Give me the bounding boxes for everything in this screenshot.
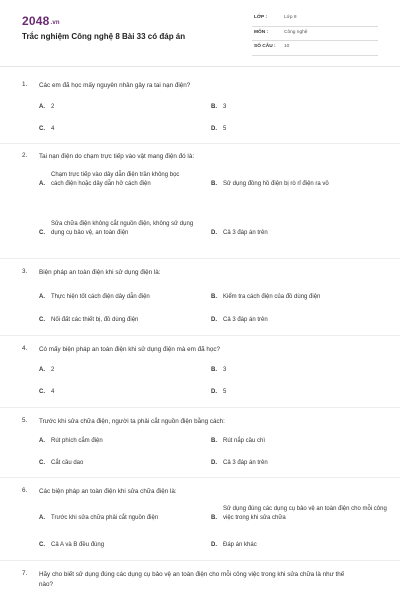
quiz-meta: [252, 13, 378, 57]
option-text: Cả 3 đáp án trên: [223, 317, 268, 323]
option-text: 3: [223, 367, 227, 373]
option-letter: B.: [211, 181, 217, 187]
meta-value: Công nghệ: [284, 29, 308, 35]
option-text: Thực hiện tốt cách điện dây dẫn điện: [51, 294, 150, 300]
meta-value: 10: [284, 44, 290, 49]
question-divider: [0, 258, 400, 259]
option-text: Đáp án khác: [223, 542, 257, 548]
question-number: 2.: [22, 152, 28, 159]
option-letter: D.: [211, 126, 217, 132]
option-text: Cả A và B đều đúng: [51, 542, 105, 548]
option-letter: A.: [39, 515, 45, 521]
option-text: Cả 3 đáp án trên: [223, 230, 268, 236]
question-text: Tai nạn điện do chạm trực tiếp vào vật mang điện đó là:: [39, 153, 195, 160]
meta-row-count: [252, 42, 378, 56]
question-text: Có mấy biện pháp an toàn điện khi sử dụng điện mà em đã học?: [39, 346, 220, 353]
option-letter: A.: [39, 367, 45, 373]
option-letter: C.: [39, 230, 45, 236]
option-text: Nối đất các thiết bị, đồ dùng điện: [51, 317, 139, 323]
option-text: 5: [223, 389, 227, 395]
option-letter: A.: [39, 104, 45, 110]
option-letter: B.: [211, 104, 217, 110]
option-text: Sử dụng đồng hồ điện bị rò rỉ điện ra vỏ: [223, 181, 329, 187]
site-logo[interactable]: [22, 14, 60, 28]
option-text: Sửa chữa điện không cắt nguồn điện, không sử dụng dụng cụ bảo vệ, an toàn điện: [51, 221, 194, 236]
option-letter: D.: [211, 460, 217, 466]
option-letter: B.: [211, 367, 217, 373]
question-text: Biện pháp an toàn điện khi sử dụng điện là:: [39, 269, 161, 276]
option-letter: B.: [211, 294, 217, 300]
meta-key: SỐ CÂU :: [254, 44, 276, 49]
option-text: Trước khi sửa chữa phải cắt nguồn điện: [51, 515, 159, 521]
meta-row-class: [252, 13, 378, 27]
option-letter: A.: [39, 181, 45, 187]
page-title: Trắc nghiệm Công nghệ 8 Bài 33 có đáp án: [22, 32, 186, 41]
option-text: 5: [223, 126, 227, 132]
logo-suffix: .vn: [50, 20, 60, 26]
option-text: 2: [51, 104, 55, 110]
option-letter: D.: [211, 230, 217, 236]
option-letter: D.: [211, 542, 217, 548]
header-divider: [0, 66, 400, 67]
question-text: Các biện pháp an toàn điện khi sửa chữa điện là:: [39, 488, 177, 495]
question-text: Hãy cho biết sử dụng đúng các dụng cụ bảo vệ an toàn điện cho mỗi công việc trong khi sửa chữa là như thế nào?: [39, 571, 345, 588]
option-text: Cắt cầu dao: [51, 460, 84, 466]
option-text: Kiểm tra cách điện của đồ dùng điện: [223, 294, 321, 300]
option-text: Cả 3 đáp án trên: [223, 460, 268, 466]
meta-row-subject: [252, 28, 378, 42]
question-number: 4.: [22, 345, 28, 352]
option-text: Rút phích cắm điện: [51, 438, 103, 444]
option-text: 3: [223, 104, 227, 110]
question-divider: [0, 335, 400, 336]
option-letter: C.: [39, 542, 45, 548]
option-letter: C.: [39, 460, 45, 466]
logo-main: 2048: [22, 14, 50, 28]
question-divider: [0, 407, 400, 408]
option-letter: C.: [39, 389, 45, 395]
option-letter: C.: [39, 317, 45, 323]
meta-key: MÔN :: [254, 29, 269, 35]
option-letter: A.: [39, 294, 45, 300]
question-number: 6.: [22, 487, 28, 494]
meta-key: LỚP :: [254, 15, 268, 20]
question-number: 1.: [22, 81, 28, 88]
option-text: Rút nắp cầu chì: [223, 438, 266, 444]
question-divider: [0, 560, 400, 561]
option-text: 4: [51, 126, 55, 132]
question-divider: [0, 477, 400, 478]
option-text: Sử dụng đúng các dụng cụ bảo vệ an toàn điện cho mỗi công việc trong khi sửa chữa: [223, 506, 387, 521]
question-number: 3.: [22, 268, 28, 275]
question-text: Trước khi sửa chữa điện, người ta phải cắt nguồn điện bằng cách:: [39, 418, 225, 425]
question-text: Các em đã học mấy nguyên nhân gây ra tai nạn điện?: [39, 82, 191, 89]
option-text: 2: [51, 367, 55, 373]
option-text: Chạm trực tiếp vào dây dẫn điện trần không bọc cách điện hoặc dây dẫn hở cách điện: [51, 172, 180, 187]
option-letter: D.: [211, 317, 217, 323]
question-number: 7.: [22, 570, 28, 577]
option-letter: D.: [211, 389, 217, 395]
option-letter: B.: [211, 438, 217, 444]
meta-value: Lớp 8: [284, 15, 297, 20]
question-divider: [0, 143, 400, 144]
question-number: 5.: [22, 417, 28, 424]
option-letter: C.: [39, 126, 45, 132]
option-letter: B.: [211, 515, 217, 521]
option-letter: A.: [39, 438, 45, 444]
option-text: 4: [51, 389, 55, 395]
